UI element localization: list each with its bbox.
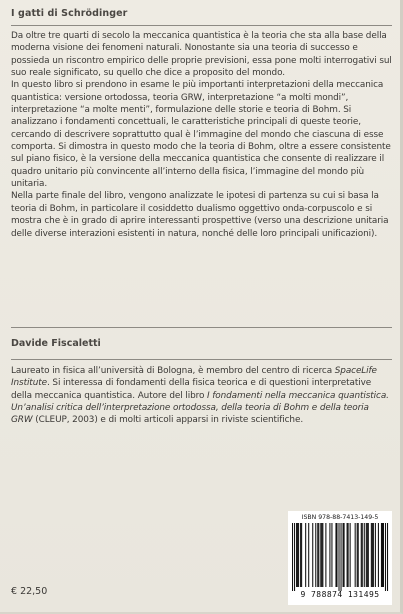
barcode-bar (321, 523, 322, 587)
barcode-bar (320, 523, 321, 587)
barcode-bar (371, 523, 372, 587)
barcode-bar (318, 523, 319, 587)
author-divider-top (11, 327, 392, 328)
barcode-bar (300, 523, 301, 587)
synopsis-paragraph-2: In questo libro si prendono in esame le più importanti interpretazioni della meccanica quantistica: versione ortodossa, teoria GRW, interpretazione “a molti mondi”, interpretazione “a molte menti”, formulazione delle storie e teoria di Bohm. Si analizzano i fondamenti concettuali, le caratteristiche principali di queste teorie, cercando di descrivere soprattutto qual è l’immagine del mondo che ciascuna di esse comporta. Si dimostra in questo modo che la teoria di Bohm, oltre a essere consistente sul piano fisico, è la versione della meccanica quantistica che consente di realizzare il quadro unitario più convincente all’interno della fisica, l’immagine del mondo più unitaria. (11, 80, 391, 190)
barcode-bar (366, 523, 367, 587)
barcode-bar (296, 523, 297, 587)
barcode-bar (348, 523, 349, 587)
barcode-bar (383, 523, 384, 587)
author-divider-bottom (11, 359, 392, 360)
isbn-label: ISBN 978-88-7413-149-5 (301, 514, 379, 521)
barcode-bar (361, 523, 362, 587)
barcode-bar (350, 523, 351, 587)
barcode-bar (338, 523, 339, 591)
author-name: Davide Fiscaletti (11, 338, 101, 349)
barcode-bar (382, 523, 383, 587)
barcode-bar (355, 523, 356, 587)
barcode-bar (335, 523, 336, 587)
title-divider (11, 25, 392, 26)
barcode-bar (364, 523, 365, 587)
barcode-bar (341, 523, 342, 591)
barcode-bar (331, 523, 332, 587)
author-bio-paragraph (11, 365, 393, 427)
barcode-bar (336, 523, 337, 587)
barcode-bar (292, 523, 293, 591)
isbn-barcode-box (288, 511, 392, 605)
barcode-bar (317, 523, 318, 587)
barcode-bar (308, 523, 309, 587)
barcode-bar (387, 523, 388, 591)
barcode-bar (322, 523, 323, 587)
bio-text-2: . Si interessa di fondamenti della fisica teorica e di questioni interpretative della meccanica quantistica. Autore del libro (11, 378, 372, 401)
book-synopsis (11, 30, 393, 240)
barcode-digits: 9 788874 131495 (300, 590, 380, 599)
barcode-icon (291, 523, 389, 591)
synopsis-paragraph-3: Nella parte finale del libro, vengono analizzate le ipotesi di partenza su cui si basa la teoria di Bohm, in particolare il cosiddetto dualismo oggettivo onda-corpuscolo e si mostra che è in grado di aprire interessanti prospettive (verso una descrizione unitaria delle diverse interazioni esistenti in natura, nonché delle loro principali unificazioni). (11, 191, 389, 239)
barcode-bar (305, 523, 306, 587)
book-price: € 22,50 (11, 586, 48, 597)
barcode-bar (329, 523, 330, 587)
bio-text-1: Laureato in fisica all’università di Bologna, è membro del centro di ricerca (11, 366, 335, 376)
barcode-bar (298, 523, 299, 587)
barcode-bar (343, 523, 344, 587)
barcode-bar (373, 523, 374, 587)
author-bio (11, 365, 393, 427)
barcode-bar (325, 523, 326, 587)
barcode-bar (378, 523, 379, 587)
barcode-bar (347, 523, 348, 587)
barcode-bar (372, 523, 373, 587)
barcode-bar (368, 523, 369, 587)
synopsis-paragraph-1: Da oltre tre quarti di secolo la meccanica quantistica è la teoria che sta alla base della moderna visione dei fenomeni naturali. Nonostante sia una teoria di successo e possieda un riscontro empirico delle proprie previsioni, essa pone molti interrogativi sul suo reale significato, su quello che dice a proposito del mondo. (11, 31, 392, 79)
barcode-bar (375, 523, 376, 587)
barcode-bar (297, 523, 298, 587)
barcode-bar (357, 523, 358, 587)
bio-institute: SpaceLife Institute (11, 366, 377, 389)
barcode-bar (367, 523, 368, 587)
barcode-bar (344, 523, 345, 587)
barcode-bar (381, 523, 382, 587)
bio-text-3: (CLEUP, 2003) e di molti articoli apparsi in riviste scientifiche. (32, 415, 304, 426)
barcode-bar (315, 523, 316, 587)
barcode-bar (294, 523, 295, 591)
barcode-bar (312, 523, 313, 587)
barcode-bar (362, 523, 363, 587)
barcode-bar (385, 523, 386, 591)
barcode-bar (301, 523, 302, 587)
bio-book-title: I fondamenti nella meccanica quantistica. Un’analisi critica dell’interpretazione ortodossa, della teoria di Bohm e della teoria GRW (11, 390, 389, 426)
barcode-bar (358, 523, 359, 587)
book-title: I gatti di Schrödinger (11, 8, 128, 19)
